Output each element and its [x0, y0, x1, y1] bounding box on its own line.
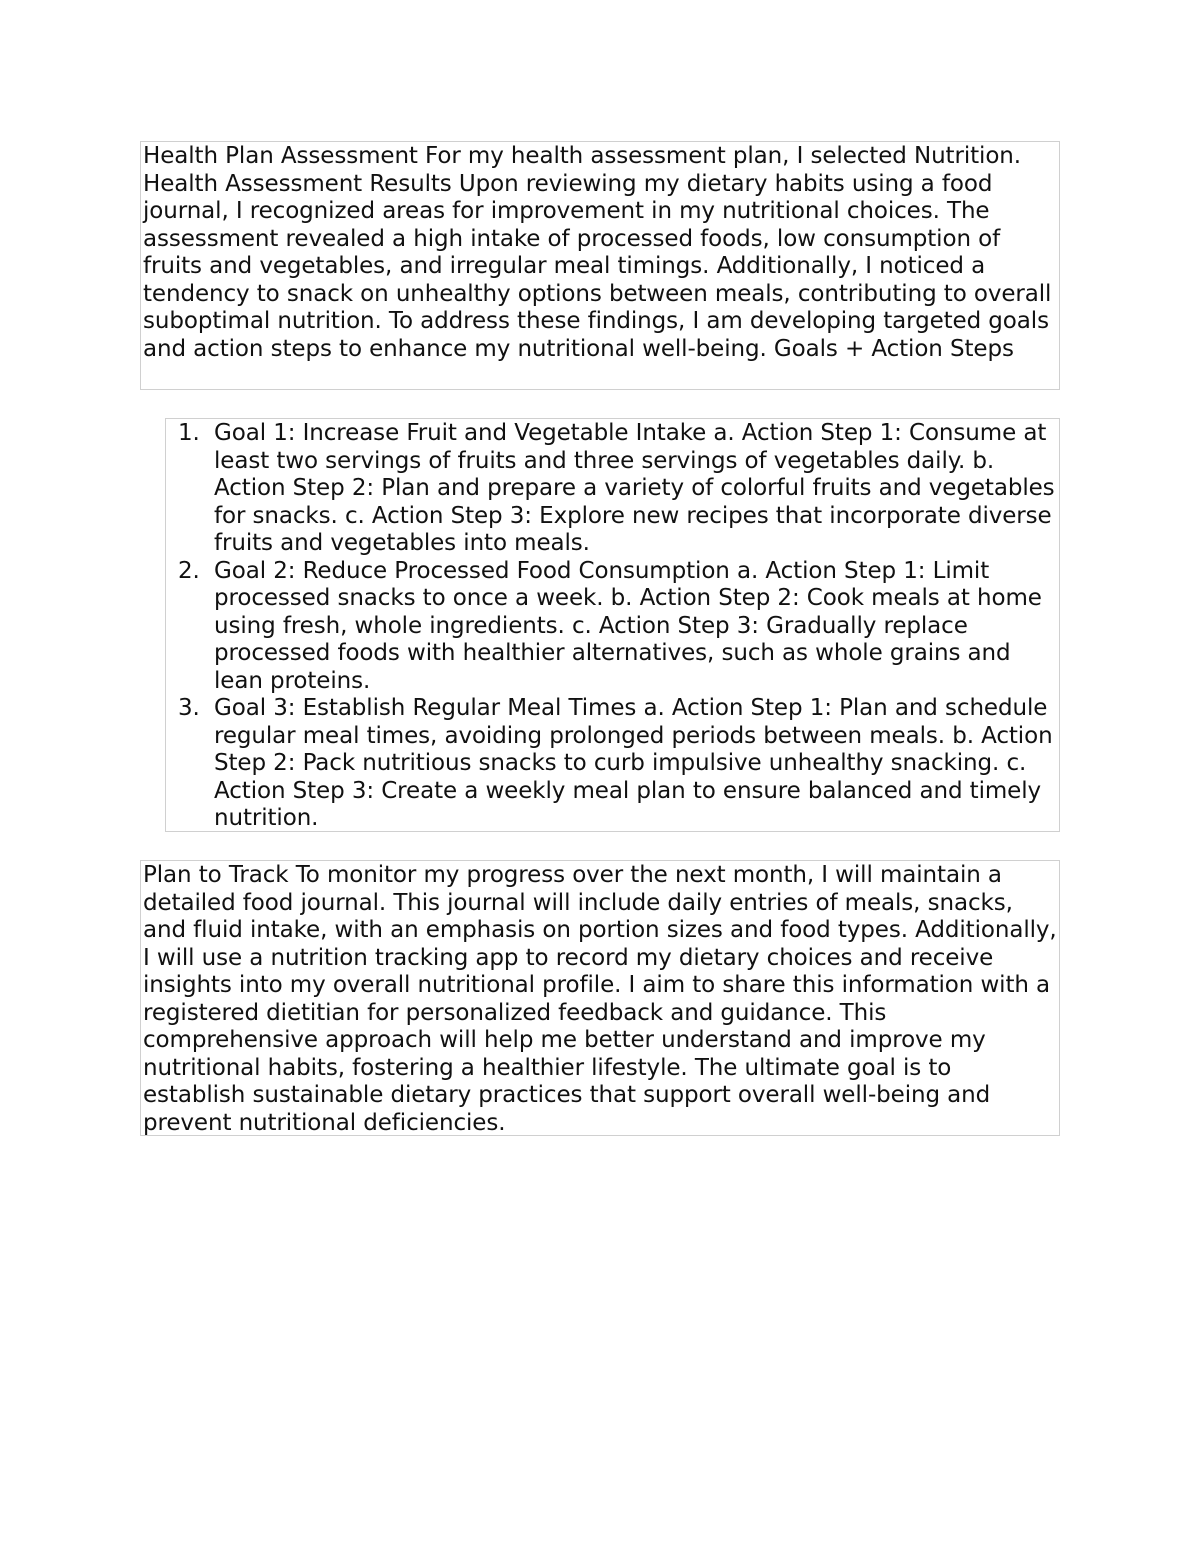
goal-item-2	[178, 557, 1057, 696]
goal-item-1	[178, 420, 1057, 558]
goal-text: Goal 3: Establish Regular Meal Times a. Action Step 1: Plan and schedule regular meal times, avoiding prolonged periods between meals. b. Action Step 2: Pack nutritious snacks to curb impulsive unhealthy snacking. c. Action Step 3: Create a weekly meal plan to ensure balanced and timely nutrition.	[214, 695, 1053, 831]
intro-paragraph	[140, 141, 1060, 390]
goal-text: Goal 1: Increase Fruit and Vegetable Intake a. Action Step 1: Consume at least two servings of fruits and three servings of vegetables daily. b. Action Step 2: Plan and prepare a variety of colorful fruits and vegetables for snacks. c. Action Step 3: Explore new recipes that incorporate diverse fruits and vegetables into meals.	[214, 420, 1055, 556]
goal-number: 3.	[178, 695, 200, 721]
goal-number: 2.	[178, 557, 200, 584]
goals-list-block	[165, 418, 1060, 832]
goal-number: 1.	[178, 420, 200, 446]
goal-item-3	[178, 695, 1057, 833]
goals-list	[168, 420, 1057, 833]
goal-text: Goal 2: Reduce Processed Food Consumption a. Action Step 1: Limit processed snacks to once a week. b. Action Step 2: Cook meals at home using fresh, whole ingredients. c. Action Step 3: Gradually replace processed foods with healthier alternatives, such as whole grains and lean proteins.	[214, 557, 1042, 694]
tracking-paragraph	[140, 860, 1060, 1136]
intro-text: Health Plan Assessment For my health assessment plan, I selected Nutrition. Health Assessment Results Upon reviewing my dietary habits using a food journal, I recognized areas for improvement in my nutritional choices. The assessment revealed a high intake of processed foods, low consumption of fruits and vegetables, and irregular meal timings. Additionally, I noticed a tendency to snack on unhealthy options between meals, contributing to overall suboptimal nutrition. To address these findings, I am developing targeted goals and action steps to enhance my nutritional well-being. Goals + Action Steps	[143, 143, 1052, 362]
tracking-text: Plan to Track To monitor my progress over the next month, I will maintain a detailed food journal. This journal will include daily entries of meals, snacks, and fluid intake, with an emphasis on portion sizes and food types. Additionally, I will use a nutrition tracking app to record my dietary choices and receive insights into my overall nutritional profile. I aim to share this information with a registered dietitian for personalized feedback and guidance. This comprehensive approach will help me better understand and improve my nutritional habits, fostering a healthier lifestyle. The ultimate goal is to establish sustainable dietary practices that support overall well-being and prevent nutritional deficiencies.	[143, 862, 1057, 1136]
